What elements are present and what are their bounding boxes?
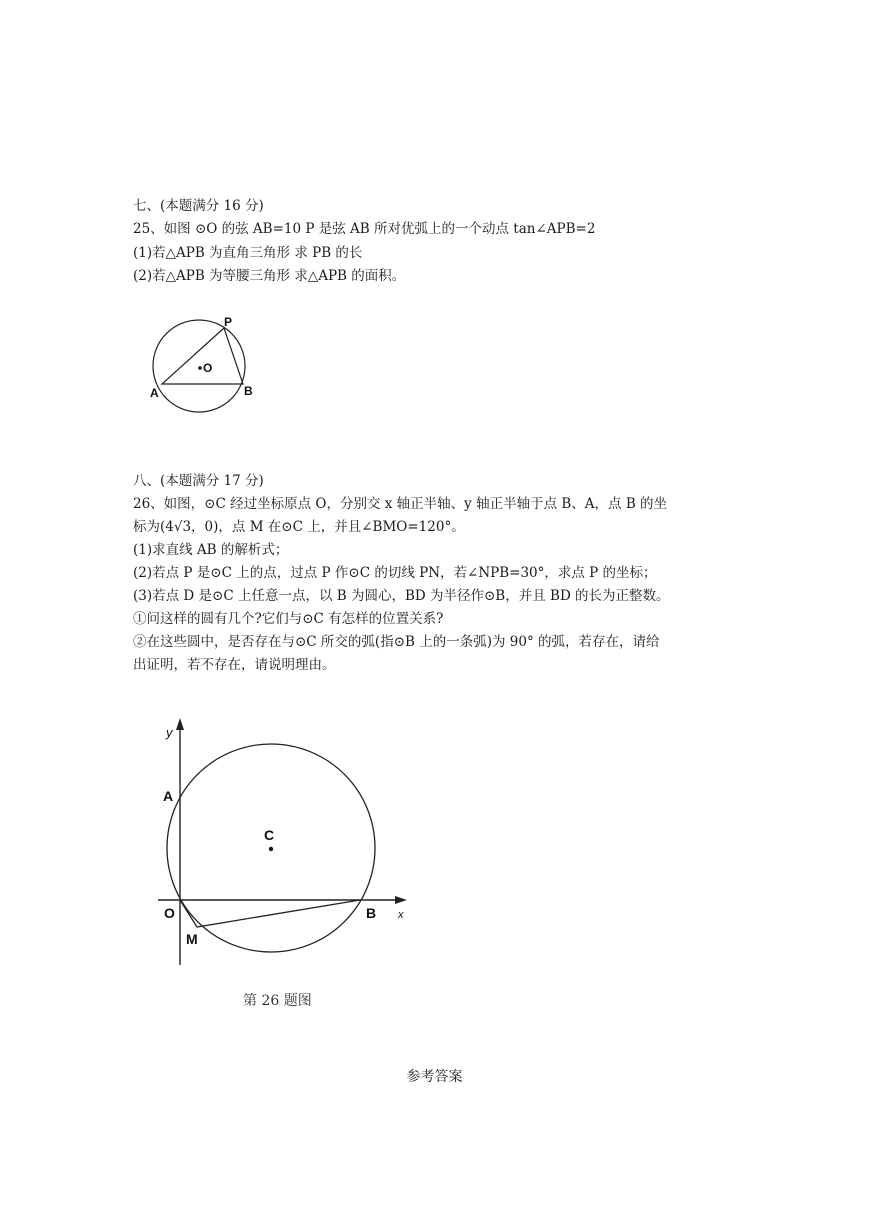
y-axis-arrow [176, 718, 184, 730]
q26-sub1: ①问这样的圆有几个?它们与⊙C 有怎样的位置关系? [133, 611, 444, 627]
figure-caption: 第 26 题图 [243, 993, 312, 1009]
segment-omb [180, 900, 360, 927]
q26-stem-line1: 26、如图，⊙C 经过坐标原点 O，分别交 x 轴正半轴、y 轴正半轴于点 B、A，点 B 的坐 [133, 496, 668, 512]
q26-part1: (1)求直线 AB 的解析式； [133, 542, 289, 558]
label-x: x [398, 909, 404, 921]
center-point-c [269, 847, 273, 851]
triangle-apb [162, 328, 243, 384]
q25-stem: 25、如图 ⊙O 的弦 AB=10 P 是弦 AB 所对优弧上的一个动点 tan∠APB=2 [133, 221, 596, 237]
q25-part2: (2)若△APB 为等腰三角形 求△APB 的面积。 [133, 268, 406, 284]
q26-sub2-line1: ②在这些圆中，是否存在与⊙C 所交的弧(指⊙B 上的一条弧)为 90° 的弧，若存在，请给 [133, 634, 660, 650]
q26-figure [150, 710, 420, 980]
q25-section-heading: 七、(本题满分 16 分) [133, 198, 264, 214]
q26-part2: (2)若点 P 是⊙C 上的点，过点 P 作⊙C 的切线 PN，若∠NPB=30°，求点 P 的坐标； [133, 565, 657, 581]
label-o: O [203, 361, 213, 375]
q25-part1: (1)若△APB 为直角三角形 求 PB 的长 [133, 245, 363, 261]
label-b: B [244, 384, 253, 398]
label-m: M [186, 931, 198, 947]
label-a: A [150, 386, 159, 400]
center-point-o [198, 366, 202, 370]
q25-figure [140, 310, 270, 420]
label-y: y [166, 725, 173, 740]
circle-o [153, 320, 245, 412]
q26-part3: (3)若点 D 是⊙C 上任意一点，以 B 为圆心，BD 为半径作⊙B，并且 BD 的长为正整数。 [133, 588, 670, 604]
q26-section-heading: 八、(本题满分 17 分) [133, 473, 264, 489]
answer-heading: 参考答案 [406, 1069, 463, 1085]
label-a: A [163, 788, 174, 804]
label-p: P [224, 315, 233, 329]
q26-sub2-line2: 出证明，若不存在，请说明理由。 [133, 657, 336, 673]
x-axis-arrow [395, 896, 407, 904]
label-o: O [164, 905, 175, 921]
label-b: B [366, 905, 377, 921]
label-c: C [264, 827, 275, 843]
q26-stem-line2: 标为(4√3，0)，点 M 在⊙C 上，并且∠BMO=120°。 [133, 519, 465, 535]
